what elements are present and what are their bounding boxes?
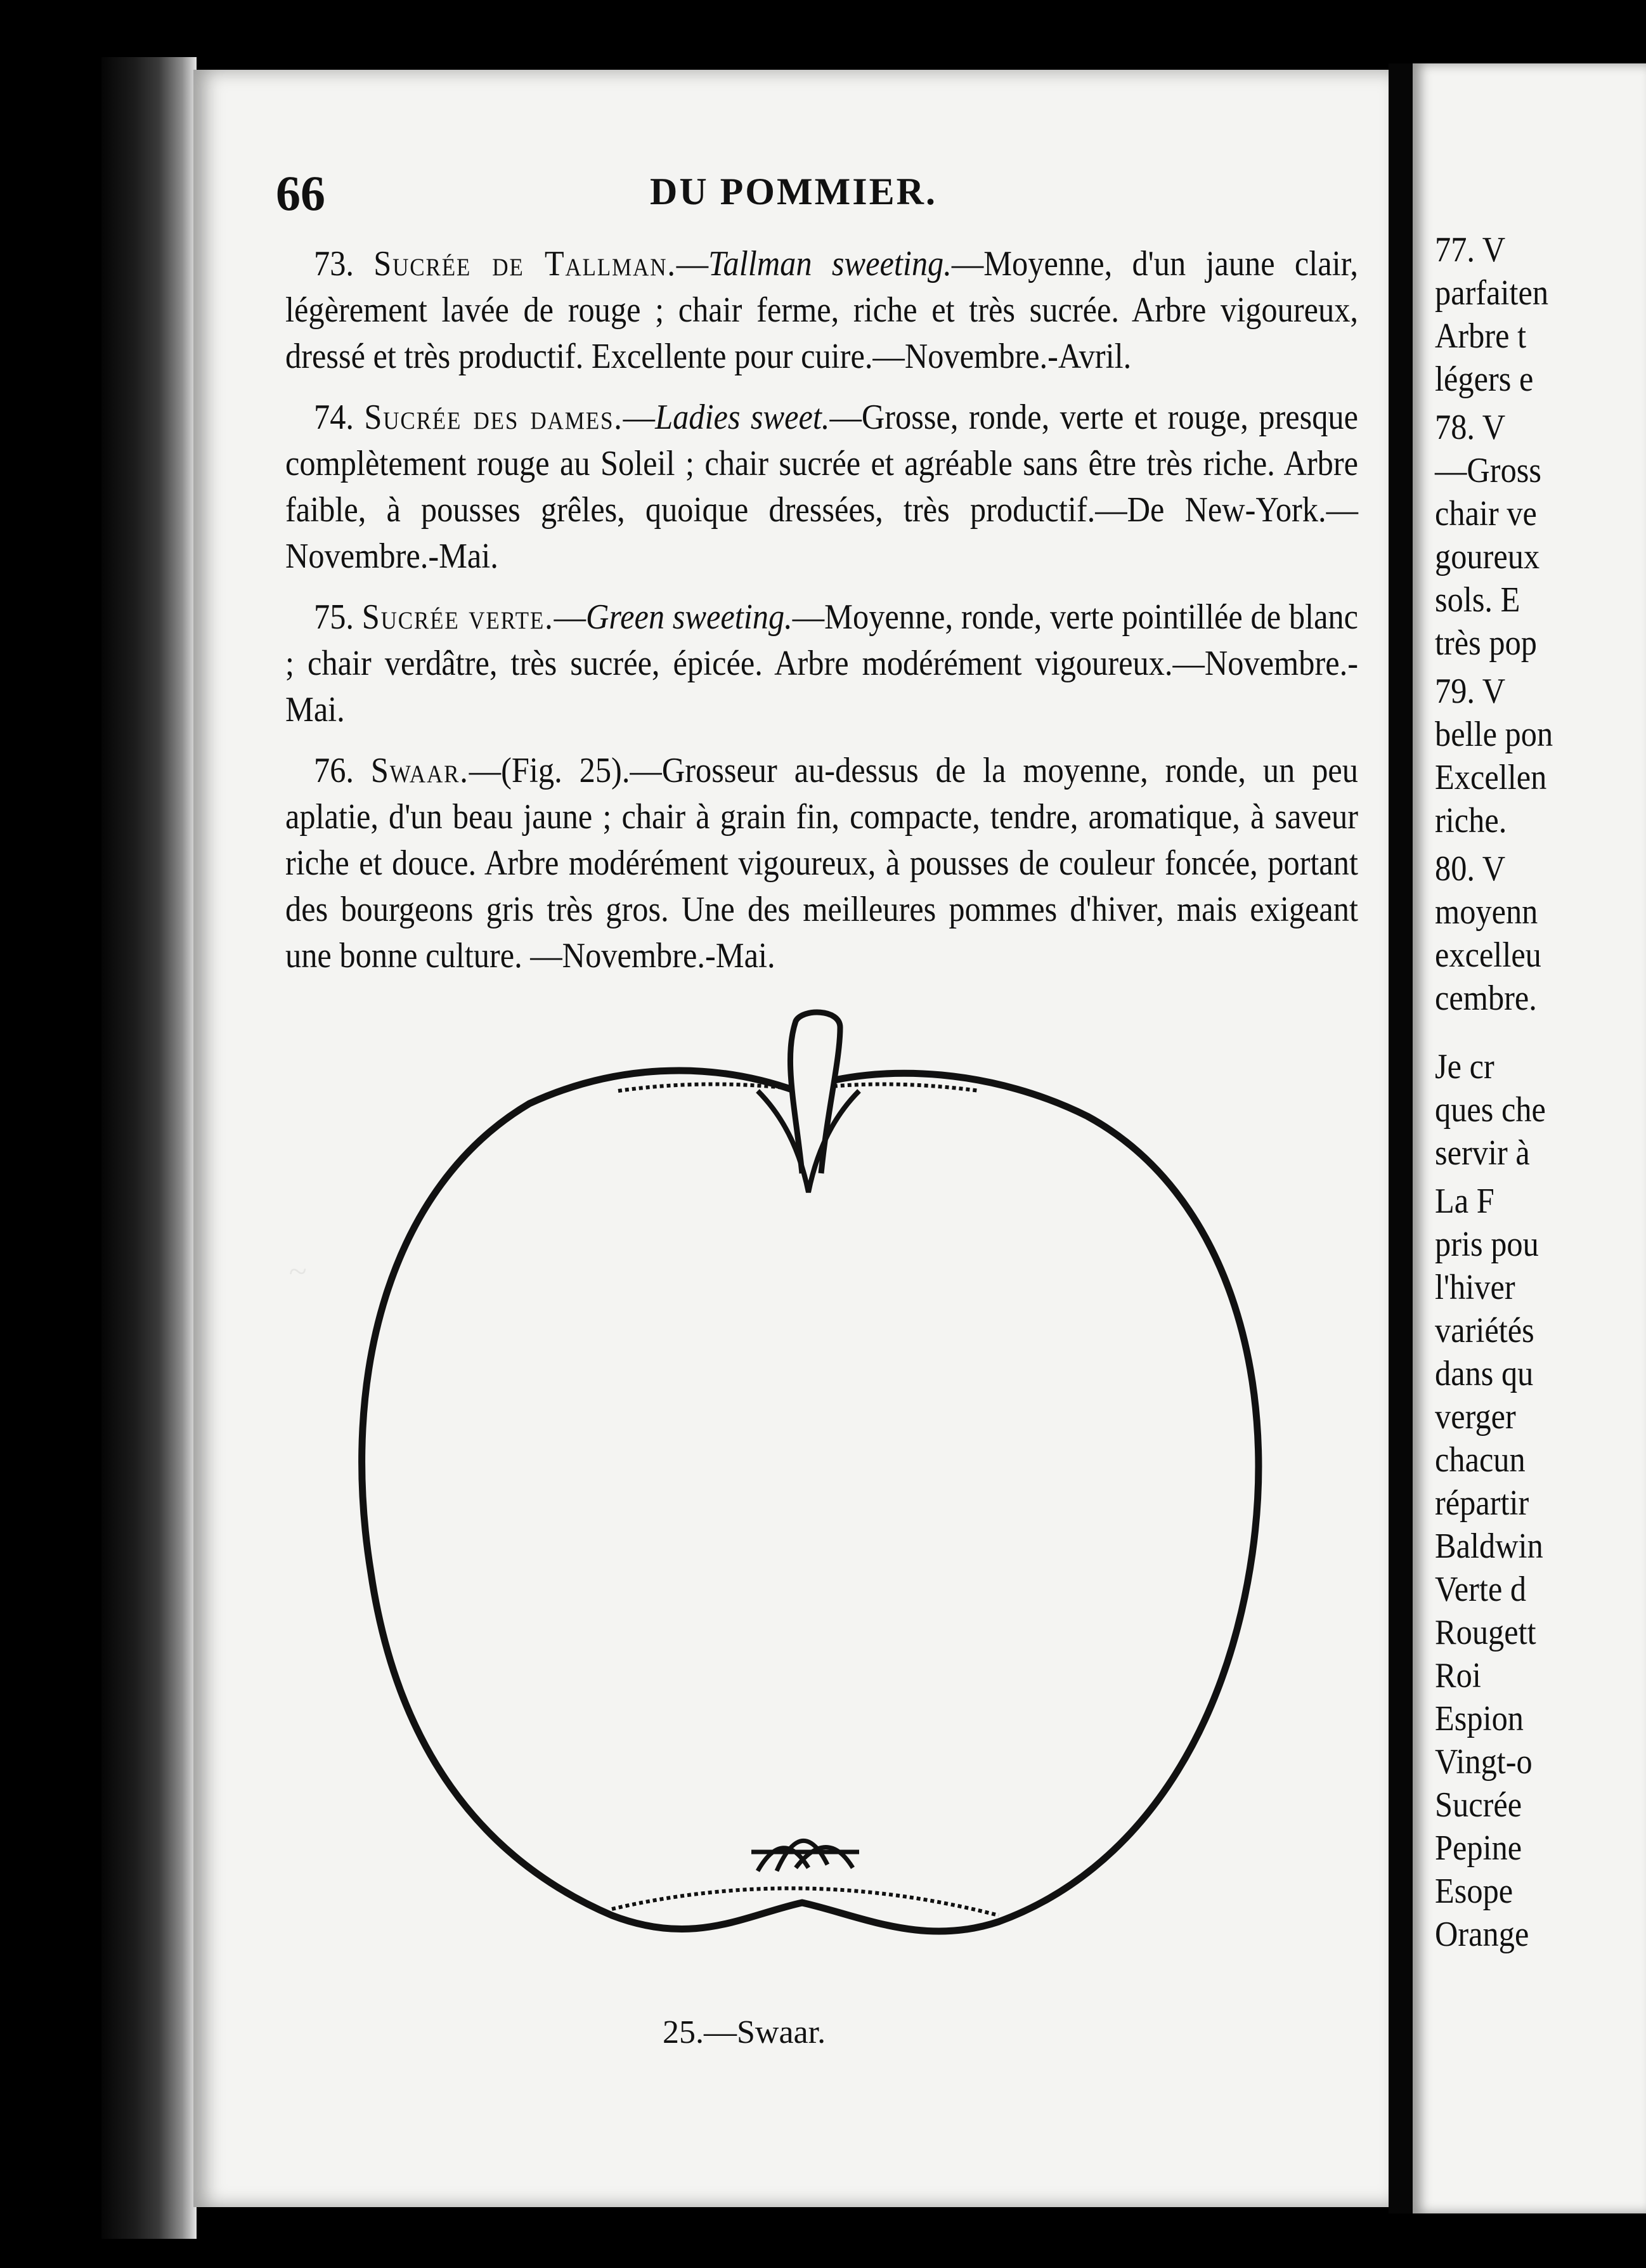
text-line: Vingt-o xyxy=(1435,1742,1533,1782)
text-line: légers e xyxy=(1435,360,1534,399)
entry-description: —Grosse, ronde, verte et rouge, presque complètement rouge au Soleil ; chair sucrée et agréable sans être très riche. Arbre faible, à pousses grêles, quoique dressées, très productif.—De New-York.—Novembre.-Mai. xyxy=(285,398,1359,576)
entries-text xyxy=(285,241,1358,994)
text-line: servir à xyxy=(1435,1133,1530,1173)
entry-number: 76. xyxy=(314,751,354,790)
text-line: 80. V xyxy=(1435,849,1506,889)
text-line: chair ve xyxy=(1435,494,1537,533)
entry-76 xyxy=(285,748,1358,979)
text-line: goureux xyxy=(1435,537,1540,577)
text-line: Arbre t xyxy=(1435,316,1527,356)
entry-dash: — xyxy=(623,398,656,437)
text-line: ques che xyxy=(1435,1090,1546,1130)
text-line: belle pon xyxy=(1435,715,1553,754)
text-line: parfaiten xyxy=(1435,273,1549,313)
page-gutter xyxy=(1389,63,1413,2213)
show-through-text: ~ xyxy=(288,1254,307,1290)
calyx xyxy=(751,1841,859,1871)
text-line: Orange xyxy=(1435,1915,1529,1954)
text-line: Roi xyxy=(1435,1656,1481,1695)
text-line: excelleu xyxy=(1435,935,1541,975)
text-line: Baldwin xyxy=(1435,1527,1543,1566)
text-line: variétés xyxy=(1435,1311,1534,1350)
entry-english-name: Tallman sweeting. xyxy=(708,244,952,284)
text-line: Rougett xyxy=(1435,1613,1536,1652)
text-line: Excellen xyxy=(1435,758,1547,797)
text-line: moyenn xyxy=(1435,892,1538,932)
text-line: répartir xyxy=(1435,1483,1529,1523)
text-line: Sucrée xyxy=(1435,1785,1522,1825)
text-line: Verte d xyxy=(1435,1570,1527,1609)
entry-75 xyxy=(285,594,1358,733)
entry-dash: — xyxy=(554,597,586,637)
entry-description: —Moyenne, d'un jaune clair, légèrement lavée de rouge ; chair ferme, riche et très sucrée. Arbre vigoureux, dressé et très productif. Excellente pour cuire.—Novembre.-Avril. xyxy=(285,244,1358,376)
text-line: 77. V xyxy=(1435,230,1506,270)
entry-description: —(Fig. 25).—Grosseur au-dessus de la moyenne, ronde, un peu aplatie, d'un beau jaune ; chair à grain fin, compacte, tendre, aromatique, à saveur riche et douce. Arbre modérément vigoureux, à pousses de couleur foncée, portant des bourgeons gris très gros. Une des meilleures pommes d'hiver, mais exigeant une bonne culture. —Novembre.-Mai. xyxy=(285,751,1359,975)
text-line: Je cr xyxy=(1435,1047,1494,1086)
text-line: Esope xyxy=(1435,1872,1513,1911)
entry-74 xyxy=(285,394,1358,580)
right-page-text xyxy=(1435,228,1646,1956)
entry-dash: — xyxy=(676,244,709,284)
text-line: 78. V xyxy=(1435,408,1506,447)
entry-name: Swaar. xyxy=(370,751,469,790)
text-line xyxy=(1435,1020,1646,1045)
book-spine-shadow xyxy=(101,57,197,2239)
text-line: cembre. xyxy=(1435,979,1537,1018)
entry-number: 74. xyxy=(314,398,354,437)
text-line: dans qu xyxy=(1435,1354,1534,1393)
text-line: La F xyxy=(1435,1182,1494,1221)
text-line: l'hiver xyxy=(1435,1268,1515,1307)
text-line: —Gross xyxy=(1435,451,1542,490)
text-line: Pepine xyxy=(1435,1828,1522,1868)
entry-number: 73. xyxy=(314,244,354,284)
entry-name: Sucrée des dames. xyxy=(364,398,623,437)
apple-outline xyxy=(362,1071,1259,1931)
right-page xyxy=(1413,63,1646,2213)
left-page xyxy=(193,70,1389,2207)
entry-english-name: Green sweeting. xyxy=(585,597,793,637)
figure-caption: 25.—Swaar. xyxy=(663,2014,826,2050)
text-line: chacun xyxy=(1435,1440,1526,1480)
entry-73 xyxy=(285,241,1358,380)
text-line: 79. V xyxy=(1435,672,1506,711)
text-line: verger xyxy=(1435,1397,1516,1437)
apple-illustration xyxy=(314,983,1303,1979)
text-line: riche. xyxy=(1435,801,1507,840)
entry-name: Sucrée verte. xyxy=(361,597,554,637)
text-line: sols. E xyxy=(1435,580,1520,620)
entry-description: —Moyenne, ronde, verte pointillée de blanc ; chair verdâtre, très sucrée, épicée. Arbre modérément vigoureux.—Novembre.-Mai. xyxy=(285,597,1359,729)
text-line: Espion xyxy=(1435,1699,1524,1738)
text-line: très pop xyxy=(1435,623,1537,663)
text-line: pris pou xyxy=(1435,1225,1539,1264)
entry-name: Sucrée de Tallman. xyxy=(373,244,677,284)
running-head: DU POMMIER. xyxy=(650,171,937,212)
entry-number: 75. xyxy=(314,597,354,637)
entry-english-name: Ladies sweet. xyxy=(655,398,830,437)
page-number: 66 xyxy=(276,166,325,221)
